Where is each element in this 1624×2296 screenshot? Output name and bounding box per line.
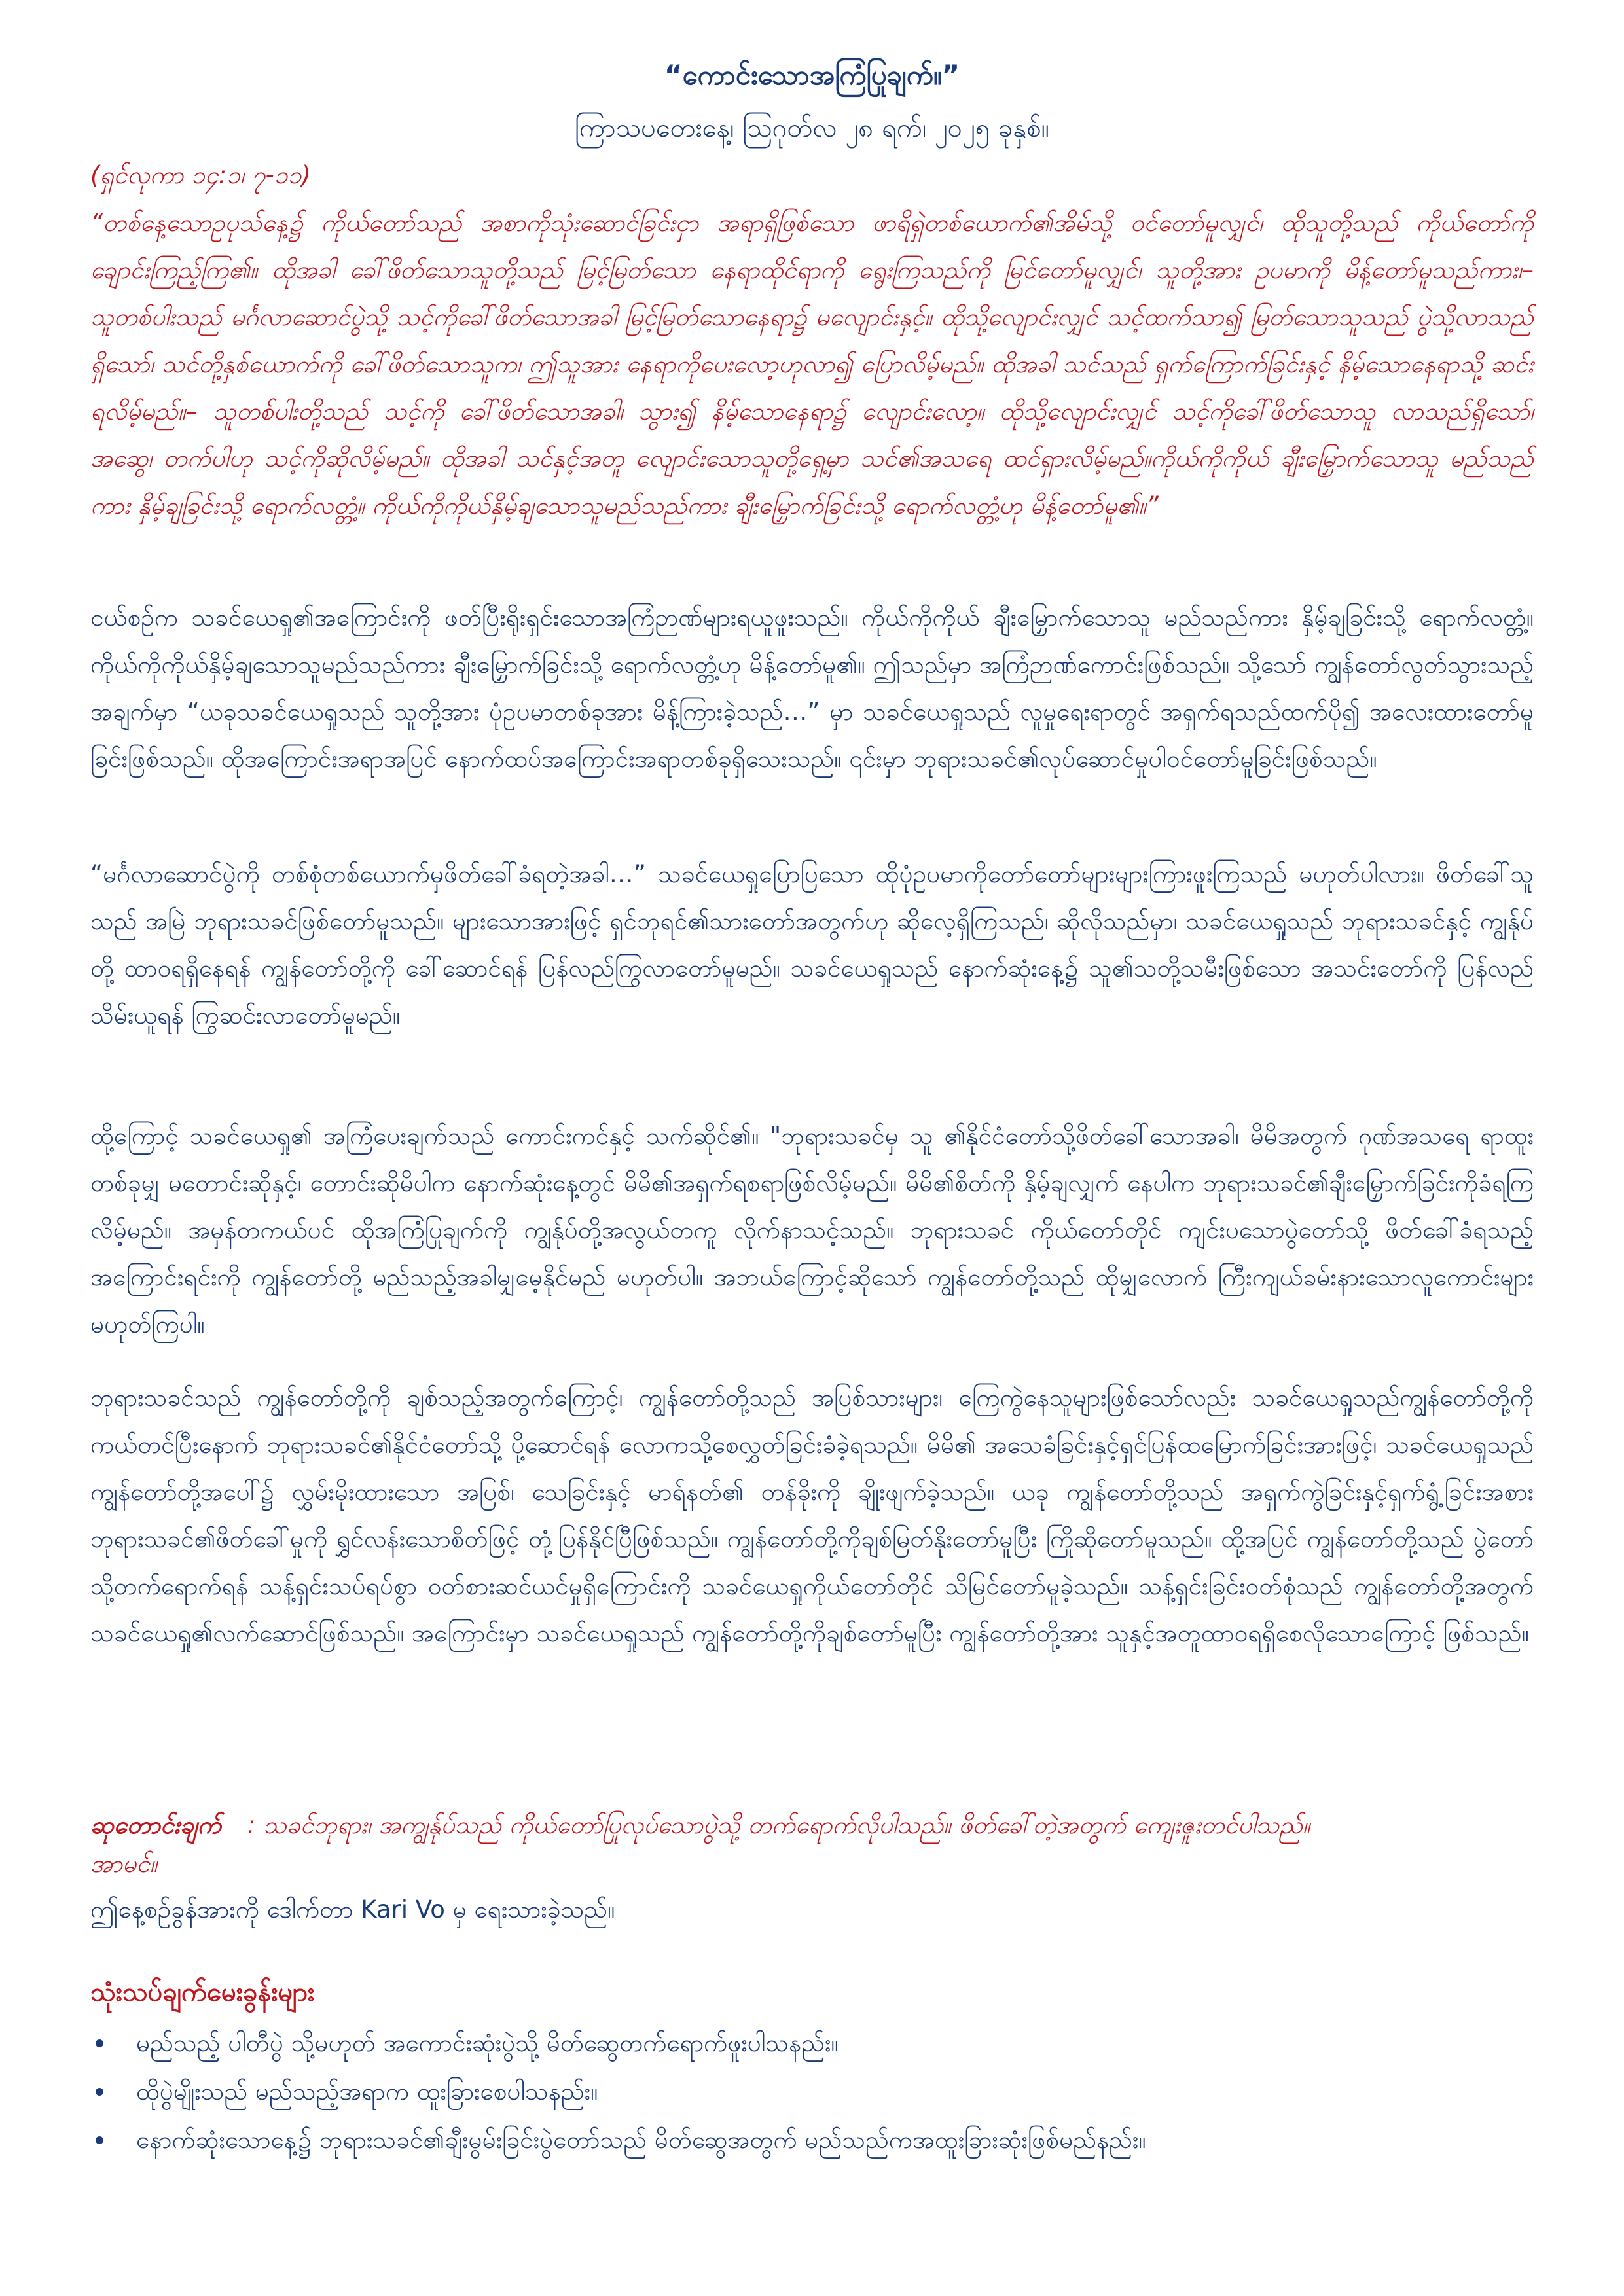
body-paragraph-1: ငယ်စဉ်က သခင်ယေရှု၏အကြောင်းကို ဖတ်ပြီးရိုးရှင်းသောအကြံဉာဏ်များရယူဖူးသည်။ ကိုယ်ကိုကိုယ် ချီးမြှောက်သောသူ မည်သည်ကား နှိမ့်ချခြင်းသို့ ရောက်လတ္တံ့။ ကိုယ်ကိုကိုယ်နှိမ့်ချသောသူမည်သည်ကား ချီးမြှောက်ခြင်းသို့ ရောက်လတ္တံ့ဟု မိန့်တော်မူ၏။ ဤသည်မှာ အကြံဉာဏ်ကောင်းဖြစ်သည်။ သို့သော် ကျွန်တော်လွတ်သွားသည့်အချက်မှာ “ယခုသခင်ယေရှုသည် သူတို့အား ပုံဥပမာတစ်ခုအား မိန့်ကြားခဲ့သည်…” မှာ သခင်ယေရှုသည် လူမှုရေးရာတွင် အရှက်ရသည်ထက်ပို၍ အလေးထားတော်မူခြင်းဖြစ်သည်။ ထိုအကြောင်းအရာအပြင် နောက်ထပ်အကြောင်းအရာတစ်ခုရှိသေးသည်။ ၎င်းမှာ ဘုရားသခင်၏လုပ်ဆောင်မှုပါဝင်တော်မူခြင်းဖြစ်သည်။ bbox=[90, 603, 1534, 773]
body-paragraph-2: “မင်္ဂလာဆောင်ပွဲကို တစ်စုံတစ်ယောက်မှဖိတ်ခေါ်ခံရတဲ့အခါ…” သခင်ယေရှုပြောပြသော ထိုပုံဥပမာကိုတော်တော်များများကြားဖူးကြသည် မဟုတ်ပါလား။ ဖိတ်ခေါ်သူသည် အမြဲ ဘုရားသခင်ဖြစ်တော်မူသည်။ များသောအားဖြင့် ရှင်ဘုရင်၏သားတော်အတွက်ဟု ဆိုလေ့ရှိကြသည်၊ ဆိုလိုသည်မှာ၊ သခင်ယေရှုသည် ဘုရားသခင်နှင့် ကျွန်ုပ်တို့ ထာဝရရှိနေရန် ကျွန်တော်တို့ကို ခေါ်ဆောင်ရန် ပြန်လည်ကြွလာတော်မူမည်။ သခင်ယေရှုသည် နောက်ဆုံးနေ့၌ သူ၏သတို့သမီးဖြစ်သော အသင်းတော်ကို ပြန်လည်သိမ်းယူရန် ကြွဆင်းလာတော်မူမည်။ bbox=[90, 860, 1534, 1030]
scripture-quote: “တစ်နေ့သောဥပုသ်နေ့၌ ကိုယ်တော်သည် အစာကိုသုံးဆောင်ခြင်းငှာ အရာရှိဖြစ်သော ဖာရိရှဲတစ်ယောက်၏အိမ်သို့ ဝင်တော်မူလျှင်၊ ထိုသူတို့သည် ကိုယ်တော်ကို ချောင်းကြည့်ကြ၏။ ထိုအခါ ခေါ်ဖိတ်သောသူတို့သည် မြင့်မြတ်သော နေရာထိုင်ရာကို ရွေးကြသည်ကို မြင်တော်မူလျှင်၊ သူတို့အား ဥပမာကို မိန့်တော်မူသည်ကား၊– သူတစ်ပါးသည် မင်္ဂလာဆောင်ပွဲသို့ သင့်ကိုခေါ်ဖိတ်သောအခါ မြင့်မြတ်သောနေရာ၌ မလျောင်းနှင့်။ ထိုသို့လျောင်းလျှင် သင့်ထက်သာ၍ မြတ်သောသူသည် ပွဲသို့လာသည်ရှိသော်၊ သင်တို့နှစ်ယောက်ကို ခေါ်ဖိတ်သောသူက၊ ဤသူအား နေရာကိုပေးလော့ဟုလာ၍ ပြောလိမ့်မည်။ ထိုအခါ သင်သည် ရှက်ကြောက်ခြင်းနှင့် နိမ့်သောနေရာသို့ ဆင်းရလိမ့်မည်။– သူတစ်ပါးတို့သည် သင့်ကို ခေါ်ဖိတ်သောအခါ၊ သွား၍ နိမ့်သောနေရာ၌ လျောင်းလော့။ ထိုသို့လျောင်းလျှင် သင့်ကိုခေါ်ဖိတ်သောသူ လာသည်ရှိသော်၊ အဆွေ၊ တက်ပါဟု သင့်ကိုဆိုလိမ့်မည်။ ထိုအခါ သင်နှင့်အတူ လျောင်းသောသူတို့ရှေ့မှာ သင်၏အသရေ ထင်ရှားလိမ့်မည်။ကိုယ်ကိုကိုယ် ချီးမြှောက်သောသူ မည်သည်ကား နှိမ့်ချခြင်းသို့ ရောက်လတ္တံ့။ ကိုယ်ကိုကိုယ်နှိမ့်ချသောသူမည်သည်ကား ချီးမြှောက်ခြင်းသို့ ရောက်လတ္တံ့ဟု မိန့်တော်မူ၏။” bbox=[90, 209, 1534, 520]
prayer-label: ဆုတောင်းချက် bbox=[90, 1811, 221, 1839]
body-paragraph-3: ထို့ကြောင့် သခင်ယေရှု၏ အကြံပေးချက်သည် ကောင်းကင်နှင့် သက်ဆိုင်၏။ "ဘုရားသခင်မှ သူ ၏နိုင်ငံတော်သို့ဖိတ်ခေါ်သောအခါ၊ မိမိအတွက် ဂုဏ်အသရေ ရာထူးတစ်ခုမျှ မတောင်းဆိုနှင့်၊ တောင်းဆိုမိပါက နောက်ဆုံးနေ့တွင် မိမိ၏အရှက်ရစရာဖြစ်လိမ့်မည်။ မိမိ၏စိတ်ကို နှိမ့်ချလျှက် နေပါက ဘုရားသခင်၏ချီးမြှောက်ခြင်းကိုခံရကြလိမ့်မည်။ အမှန်တကယ်ပင် ထိုအကြံပြုချက်ကို ကျွန်ုပ်တို့အလွယ်တကူ လိုက်နာသင့်သည်။ ဘုရားသခင် ကိုယ်တော်တိုင် ကျင်းပသောပွဲတော်သို့ ဖိတ်ခေါ်ခံရသည့် အကြောင်းရင်းကို ကျွန်တော်တို့ မည်သည့်အခါမျှမေ့နိုင်မည် မဟုတ်ပါ။ အဘယ်ကြောင့်ဆိုသော် ကျွန်တော်တို့သည် ထိုမျှလောက် ကြီးကျယ်ခမ်းနားသောလူကောင်းများမဟုတ်ကြပါ။ bbox=[90, 1122, 1534, 1338]
question-text: နောက်ဆုံးသောနေ့၌ ဘုရားသခင်၏ချီးမွမ်းခြင်းပွဲတော်သည် မိတ်ဆွေအတွက် မည်သည်ကအထူးခြားဆုံးဖြစ်မည်နည်း။ bbox=[136, 2126, 1146, 2154]
question-text: ထိုပွဲမျိုးသည် မည်သည့်အရာက ထူးခြားစေပါသနည်း။ bbox=[136, 2077, 598, 2106]
amen-text: အာမင်။ bbox=[90, 1850, 158, 1878]
list-item bbox=[90, 2116, 1534, 2164]
questions-list bbox=[90, 2019, 1534, 2164]
author-line: ဤနေ့စဉ်ခွန်အားကို ဒေါက်တာ Kari Vo မှ ရေးသားခဲ့သည်။ bbox=[90, 1895, 615, 1924]
bullet-icon bbox=[96, 2039, 103, 2047]
question-text: မည်သည့် ပါတီပွဲ သို့မဟုတ် အကောင်းဆုံးပွဲသို့ မိတ်ဆွေတက်ရောက်ဖူးပါသနည်း။ bbox=[136, 2029, 839, 2057]
prayer-text: : သခင်ဘုရား၊ အကျွန်ုပ်သည် ကိုယ်တော်ပြုလုပ်သောပွဲသို့ တက်ရောက်လိုပါသည်။ ဖိတ်ခေါ်တဲ့အတွက် ကျေးဇူးတင်ပါသည်။ bbox=[247, 1811, 1310, 1839]
page-title: “ကောင်းသောအကြံပြုချက်။” bbox=[664, 59, 960, 91]
prayer-line bbox=[90, 1802, 1534, 1849]
list-item bbox=[90, 2019, 1534, 2068]
questions-heading: သုံးသပ်ချက်မေးခွန်းများ bbox=[90, 1977, 315, 2007]
date-line: ကြာသပတေးနေ့၊ ဩဂုတ်လ ၂၈ ရက်၊ ၂၀၂၅ ခုနှစ်။ bbox=[575, 113, 1049, 143]
scripture-reference: (ရှင်လုကာ ၁၄:၁၊ ၇-၁၁) bbox=[90, 161, 311, 189]
body-paragraph-4: ဘုရားသခင်သည် ကျွန်တော်တို့ကို ချစ်သည့်အတွက်ကြောင့်၊ ကျွန်တော်တို့သည် အပြစ်သားများ၊ ကြေကွဲနေသူများဖြစ်သော်လည်း သခင်ယေရှုသည်ကျွန်တော်တို့ကို ကယ်တင်ပြီးနောက် ဘုရားသခင်၏နိုင်ငံတော်သို့ ပို့ဆောင်ရန် လောကသို့စေလွှတ်ခြင်းခံခဲ့ရသည်။ မိမိ၏ အသေခံခြင်းနှင့်ရှင်ပြန်ထမြောက်ခြင်းအားဖြင့်၊ သခင်ယေရှုသည် ကျွန်တော်တို့အပေါ်၌ လွှမ်းမိုးထားသော အပြစ်၊ သေခြင်းနှင့် မာရ်နတ်၏ တန်ခိုးကို ချိုးဖျက်ခဲ့သည်။ ယခု ကျွန်တော်တို့သည် အရှက်ကွဲခြင်းနှင့်ရှက်ရွံ့ခြင်းအစား ဘုရားသခင်၏ဖိတ်ခေါ်မှုကို ရွှင်လန်းသောစိတ်ဖြင့် တုံ့ပြန်နိုင်ပြီဖြစ်သည်။ ကျွန်တော်တို့ကိုချစ်မြတ်နိုးတော်မူပြီး ကြိုဆိုတော်မူသည်။ ထို့အပြင် ကျွန်တော်တို့သည် ပွဲတော်သို့တက်ရောက်ရန် သန့်ရှင်းသပ်ရပ်စွာ ဝတ်စားဆင်ယင်မှုရှိကြောင်းကို သခင်ယေရှုကိုယ်တော်တိုင် သိမြင်တော်မူခဲ့သည်။ သန့်ရှင်းခြင်းဝတ်စုံသည် ကျွန်တော်တို့အတွက် သခင်ယေရှု၏လက်ဆောင်ဖြစ်သည်။ အကြောင်းမှာ သခင်ယေရှုသည် ကျွန်တော်တို့ကိုချစ်တော်မူပြီး ကျွန်တော်တို့အား သူနှင့်အတူထာဝရရှိစေလိုသောကြောင့် ဖြစ်သည်။ bbox=[90, 1384, 1534, 1647]
bullet-icon bbox=[96, 2136, 103, 2144]
bullet-icon bbox=[96, 2088, 103, 2096]
list-item bbox=[90, 2068, 1534, 2116]
